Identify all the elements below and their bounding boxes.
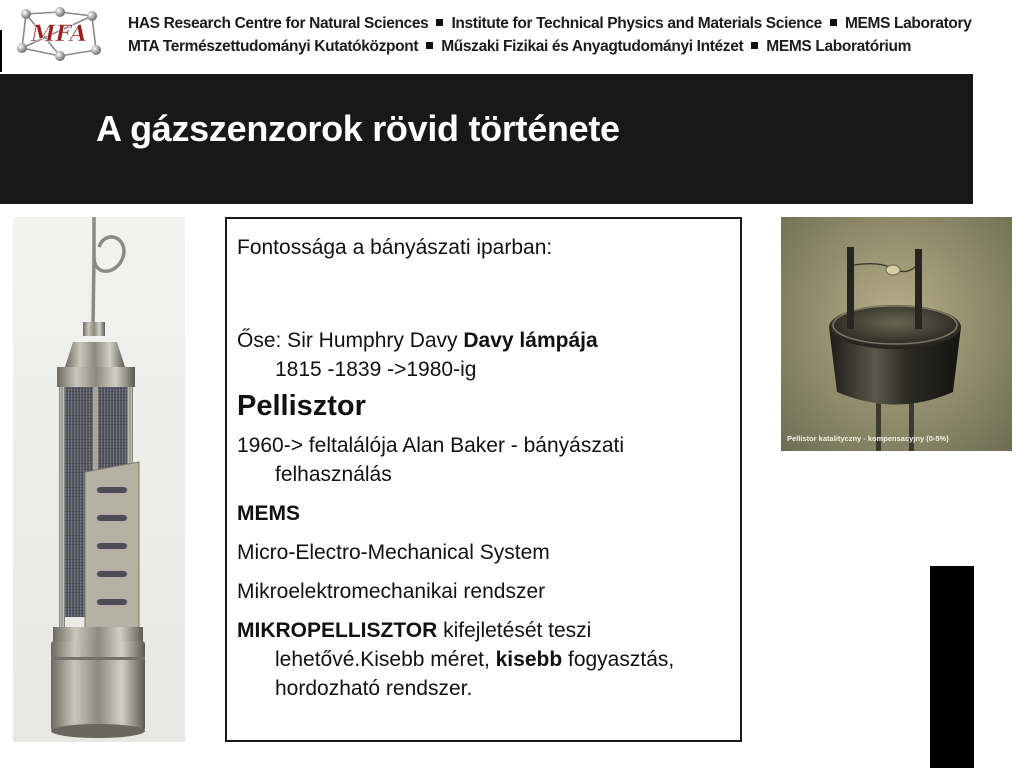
logo-text: MFA: [31, 21, 87, 47]
institution-line-hu: [128, 35, 971, 58]
pellistor-sensor-image: [781, 217, 1012, 451]
title-bar: [0, 74, 973, 204]
content-text-box: [225, 217, 742, 742]
institution-hu-3: MEMS Laboratórium: [766, 38, 912, 55]
mikro-bold-2: kisebb: [495, 648, 563, 671]
pellisztor-heading: Pellisztor: [237, 390, 366, 422]
decorative-black-bar: [930, 566, 974, 768]
mems-heading: MEMS: [237, 502, 300, 525]
mems-hungarian: Mikroelektromechanikai rendszer: [237, 580, 546, 603]
sensor-caption: Pellistor katalityczny - kompensacyjny (0-5%): [787, 434, 949, 443]
institution-en-1: HAS Research Centre for Natural Sciences: [128, 15, 429, 32]
davy-lamp-illustration: [13, 217, 185, 742]
slide-title: A gázszenzorok rövid története: [96, 108, 620, 149]
mikro-text-1: kifejletését teszi lehetővé.Kisebb méret,: [275, 619, 592, 671]
separator-square-icon: [830, 19, 837, 26]
institution-en-3: MEMS Laboratory: [844, 15, 972, 32]
davy-prefix: Őse: Sir Humphry Davy: [237, 329, 464, 352]
institution-line-en: [128, 12, 971, 35]
header-left-tick: [0, 30, 2, 72]
institution-en-2: Institute for Technical Physics and Materials Science: [451, 15, 822, 32]
separator-square-icon: [436, 19, 443, 26]
pellistor-illustration: [781, 217, 1012, 451]
intro-line: Fontossága a bányászati iparban:: [237, 236, 553, 259]
institution-header: [0, 0, 1024, 72]
mfa-logo: [10, 4, 108, 64]
davy-lamp-image: [13, 217, 185, 742]
davy-years: 1815 -1839 ->1980-ig: [275, 358, 477, 381]
baker-paragraph: 1960-> feltalálója Alan Baker - bányászati felhasználás: [237, 434, 624, 486]
institution-hu-2: Műszaki Fizikai és Anyagtudományi Intézet: [441, 38, 744, 55]
mikropellisztor-label: MIKROPELLISZTOR: [237, 619, 438, 642]
separator-square-icon: [751, 42, 758, 49]
mems-english: Micro-Electro-Mechanical System: [237, 541, 550, 564]
institution-hu-1: MTA Természettudományi Kutatóközpont: [128, 38, 419, 55]
institution-lines: [128, 12, 971, 58]
separator-square-icon: [426, 42, 433, 49]
mikro-text-2: fogyasztás, hordozható rendszer.: [275, 648, 675, 700]
davy-lamp-label: Davy lámpája: [463, 329, 598, 352]
mikropellisztor-paragraph: [237, 616, 730, 703]
davy-paragraph: [237, 326, 730, 384]
